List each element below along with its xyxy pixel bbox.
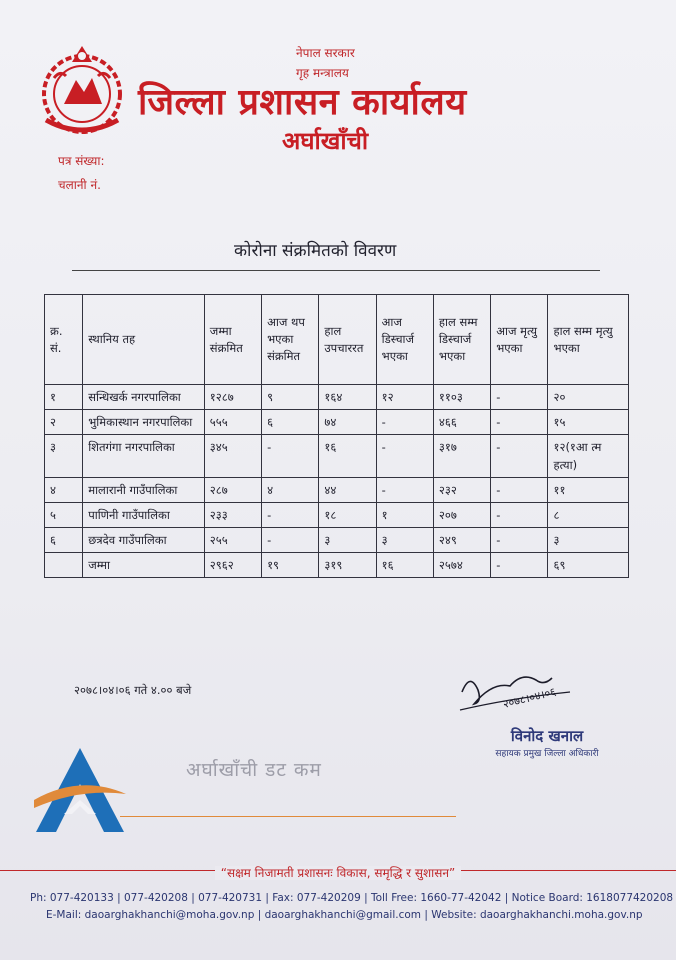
table-row: [45, 528, 629, 553]
table-cell: -: [491, 553, 548, 578]
table-cell: ४: [262, 478, 319, 503]
officer-role: सहायक प्रमुख जिल्ला अधिकारी: [495, 749, 599, 759]
government-name: नेपाल सरकार: [296, 46, 355, 60]
table-cell: २३३: [204, 503, 261, 528]
table-row: [45, 478, 629, 503]
table-cell: ६: [45, 528, 83, 553]
table-cell: २८७: [204, 478, 261, 503]
table-cell: भुमिकास्थान नगरपालिका: [83, 410, 205, 435]
table-cell: ३१७: [433, 435, 490, 478]
watermark-text: अर्घाखाँची डट कम: [186, 759, 322, 781]
watermark-underline: [120, 816, 456, 817]
arghakhanchi-logo-icon: [30, 744, 130, 836]
table-cell: ११: [548, 478, 629, 503]
table-cell: ४: [45, 478, 83, 503]
ministry-name: गृह मन्त्रालय: [296, 66, 349, 80]
table-cell: २३२: [433, 478, 490, 503]
table-cell: पाणिनी गाउँपालिका: [83, 503, 205, 528]
table-cell: २०७: [433, 503, 490, 528]
table-cell: ३: [376, 528, 433, 553]
table-cell: १५: [548, 410, 629, 435]
table-cell: -: [262, 435, 319, 478]
header-new-infected: आज थप भएका संक्रमित: [262, 295, 319, 385]
table-cell: -: [376, 478, 433, 503]
motto-text: “सक्षम निजामती प्रशासनः विकास, समृद्धि र सुशासन”: [215, 866, 461, 880]
table-cell: १६४: [319, 385, 376, 410]
table-cell: ३: [45, 435, 83, 478]
table-cell: -: [491, 503, 548, 528]
table-cell: छत्रदेव गाउँपालिका: [83, 528, 205, 553]
table-cell: [45, 553, 83, 578]
table-row: [45, 410, 629, 435]
table-row: [45, 385, 629, 410]
header-under-treatment: हाल उपचाररत: [319, 295, 376, 385]
table-cell: शितगंगा नगरपालिका: [83, 435, 205, 478]
table-cell: -: [376, 435, 433, 478]
header-total-infected: जम्मा संक्रमित: [204, 295, 261, 385]
header-discharged-today: आज डिस्चार्ज भएका: [376, 295, 433, 385]
officer-name: विनोद खनाल: [510, 727, 584, 745]
title-underline: [72, 270, 600, 271]
table-cell: -: [491, 435, 548, 478]
table-cell: २५७४: [433, 553, 490, 578]
table-cell: ४६६: [433, 410, 490, 435]
table-cell: ३४५: [204, 435, 261, 478]
corona-report-table: [44, 294, 629, 578]
report-datetime: २०७८।०४।०६ गते ४.०० बजे: [74, 683, 192, 697]
table-cell: ६: [262, 410, 319, 435]
dispatch-number-label: चलानी नं.: [58, 178, 101, 192]
footer-email-line: E-Mail: daoarghakhanchi@moha.gov.np | daoarghakhanchi@gmail.com | Website: daoarghakhanchi.moha.gov.np: [46, 909, 643, 921]
table-cell: १९: [262, 553, 319, 578]
table-cell: १६: [376, 553, 433, 578]
table-cell: ३: [548, 528, 629, 553]
table-cell: ५५५: [204, 410, 261, 435]
table-cell: ५: [45, 503, 83, 528]
reference-number-label: पत्र संख्या:: [58, 154, 105, 168]
table-cell: ११०३: [433, 385, 490, 410]
table-cell: -: [491, 528, 548, 553]
table-cell: ८: [548, 503, 629, 528]
nepal-emblem-icon: [34, 40, 130, 140]
district-name: अर्घाखाँची: [282, 127, 369, 155]
header-total-discharged: हाल सम्म डिस्चार्ज भएका: [433, 295, 490, 385]
table-row: [45, 553, 629, 578]
footer-phone-line: Ph: 077-420133 | 077-420208 | 077-420731 | Fax: 077-420209 | Toll Free: 1660-77-42042 | Notice Board: 1618077420208: [30, 892, 674, 904]
table-cell: २५५: [204, 528, 261, 553]
table-cell: १२: [376, 385, 433, 410]
header-deaths-today: आज मृत्यु भएका: [491, 295, 548, 385]
table-cell: १६: [319, 435, 376, 478]
table-cell: -: [262, 503, 319, 528]
table-cell: ९: [262, 385, 319, 410]
table-cell: १: [45, 385, 83, 410]
signature-mark: [452, 662, 587, 722]
table-header-row: [45, 295, 629, 385]
officer-stamp: [488, 726, 606, 772]
office-name: जिल्ला प्रशासन कार्यालय: [138, 82, 467, 123]
table-cell: १२८७: [204, 385, 261, 410]
table-cell: २०: [548, 385, 629, 410]
table-cell: २९६२: [204, 553, 261, 578]
table-row: [45, 503, 629, 528]
table-cell: -: [491, 478, 548, 503]
table-cell: ६९: [548, 553, 629, 578]
table-cell: ३१९: [319, 553, 376, 578]
table-cell: २४९: [433, 528, 490, 553]
header-local-level: स्थानिय तह: [83, 295, 205, 385]
table-row: [45, 435, 629, 478]
table-cell: -: [262, 528, 319, 553]
table-cell: जम्मा: [83, 553, 205, 578]
table-cell: २: [45, 410, 83, 435]
table-cell: ४४: [319, 478, 376, 503]
header-total-deaths: हाल सम्म मृत्यु भएका: [548, 295, 629, 385]
table-cell: १: [376, 503, 433, 528]
table-cell: मालारानी गाउँपालिका: [83, 478, 205, 503]
document-title: कोरोना संक्रमितको विवरण: [234, 241, 397, 261]
footer-motto: [0, 862, 676, 881]
table-cell: १२(१आ त्म हत्या): [548, 435, 629, 478]
table-cell: -: [491, 410, 548, 435]
table-cell: सन्धिखर्क नगरपालिका: [83, 385, 205, 410]
header-serial: क्र. सं.: [45, 295, 83, 385]
table-cell: १८: [319, 503, 376, 528]
table-cell: -: [376, 410, 433, 435]
table-cell: -: [491, 385, 548, 410]
signature-date: २०७८।०४।०६: [501, 685, 558, 711]
table-cell: ३: [319, 528, 376, 553]
table-cell: ७४: [319, 410, 376, 435]
